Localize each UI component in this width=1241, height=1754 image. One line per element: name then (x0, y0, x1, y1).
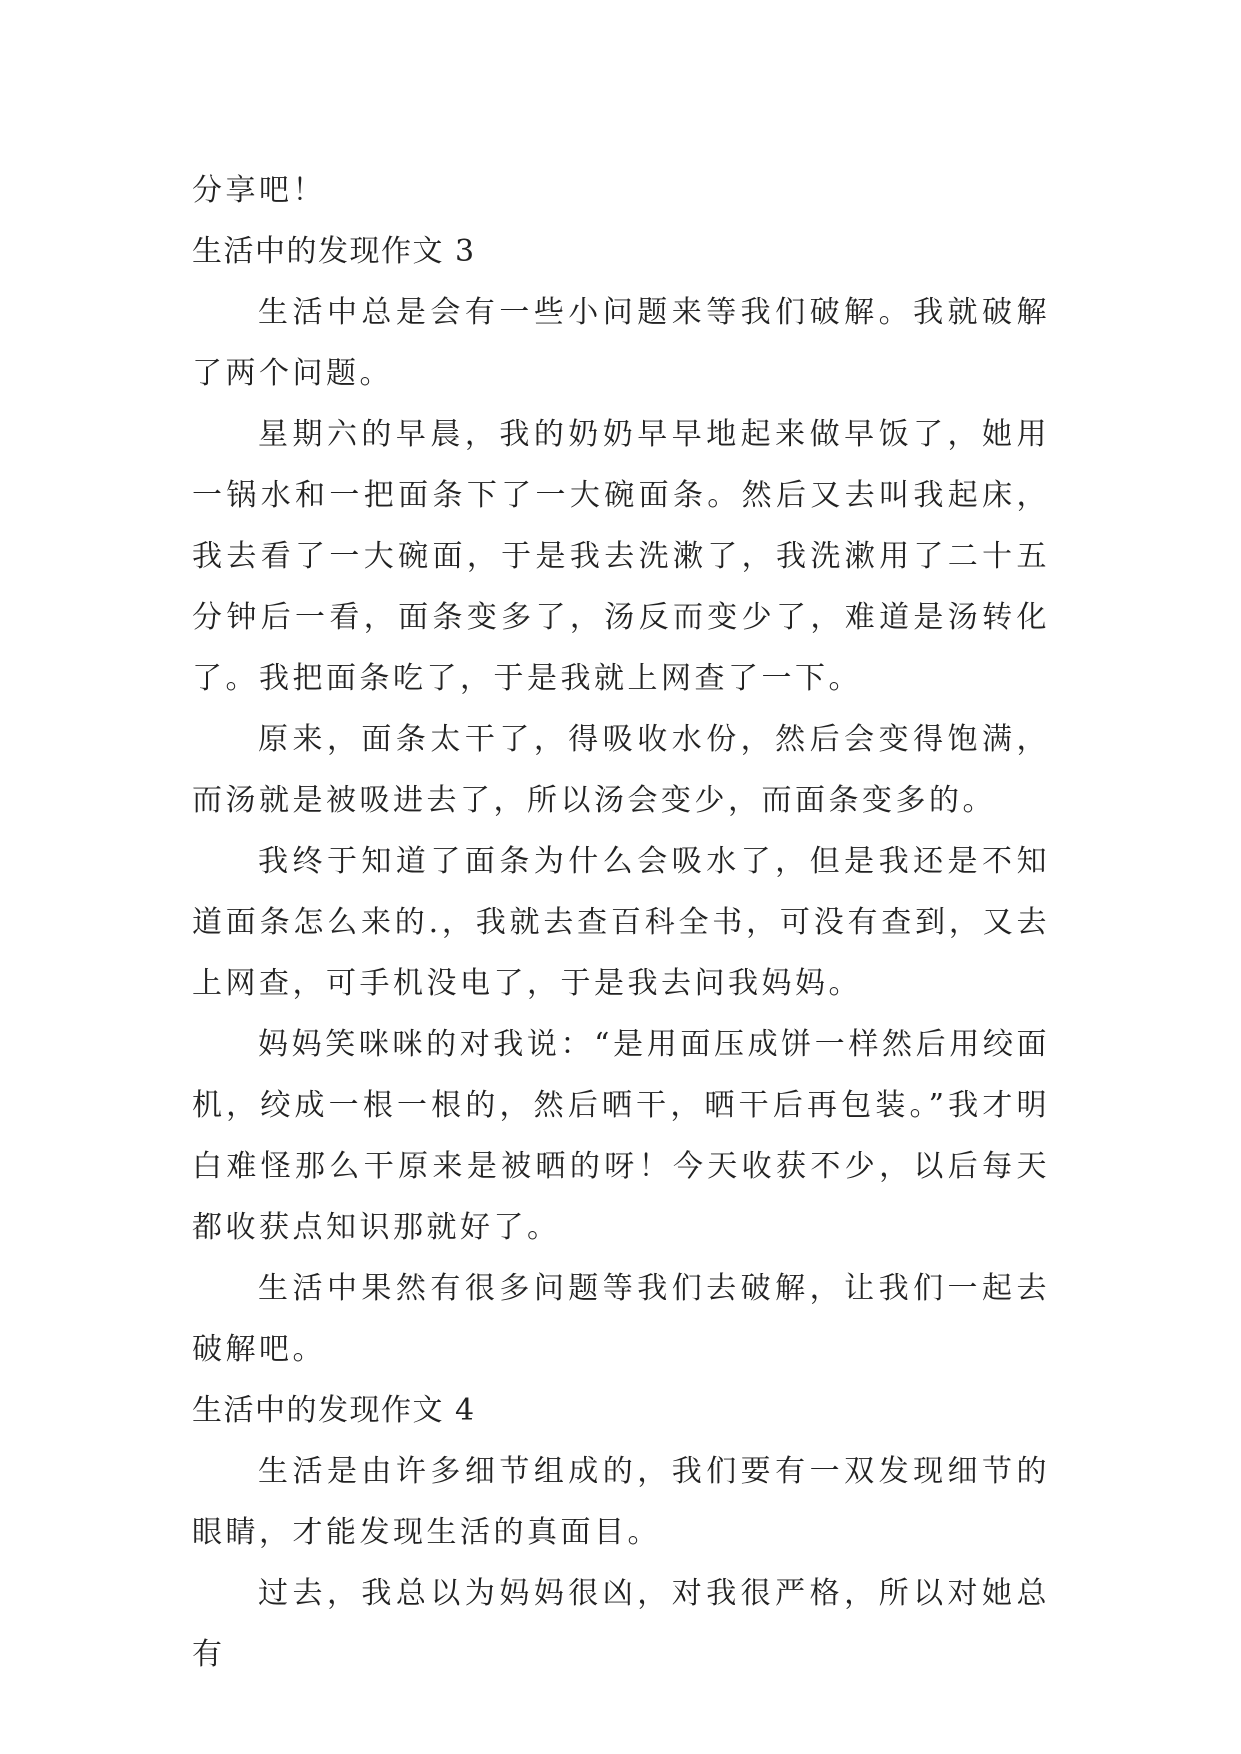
paragraph: 我终于知道了面条为什么会吸水了，但是我还是不知道面条怎么来的.，我就去查百科全书，可没有查到，又去上网查，可手机没电了，于是我去问我妈妈。 (192, 844, 1050, 1001)
paragraph: 妈妈笑咪咪的对我说：“是用面压成饼一样然后用绞面机，绞成一根一根的，然后晒干，晒干后再包装。”我才明白难怪那么干原来是被晒的呀！今天收获不少，以后每天都收获点知识那就好了。 (192, 1027, 1050, 1245)
paragraph: 过去，我总以为妈妈很凶，对我很严格，所以对她总有 (192, 1576, 1050, 1672)
paragraph: 生活是由许多细节组成的，我们要有一双发现细节的眼睛，才能发现生活的真面目。 (192, 1454, 1050, 1550)
paragraph: 生活中果然有很多问题等我们去破解，让我们一起去破解吧。 (192, 1271, 1050, 1367)
paragraph: 星期六的早晨，我的奶奶早早地起来做早饭了，她用一锅水和一把面条下了一大碗面条。然后又去叫我起床，我去看了一大碗面，于是我去洗漱了，我洗漱用了二十五分钟后一看，面条变多了，汤反而变少了，难道是汤转化了。我把面条吃了，于是我就上网查了一下。 (192, 417, 1050, 696)
essay-text (192, 160, 1050, 1685)
essay-heading-3: 生活中的发现作文 3 (192, 234, 476, 269)
paragraph: 原来，面条太干了，得吸收水份，然后会变得饱满，而汤就是被吸进去了，所以汤会变少，而面条变多的。 (192, 722, 1050, 818)
paragraph: 生活中总是会有一些小问题来等我们破解。我就破解了两个问题。 (192, 295, 1050, 391)
essay-heading-4: 生活中的发现作文 4 (192, 1393, 476, 1428)
paragraph-continuation: 分享吧！ (192, 173, 326, 208)
